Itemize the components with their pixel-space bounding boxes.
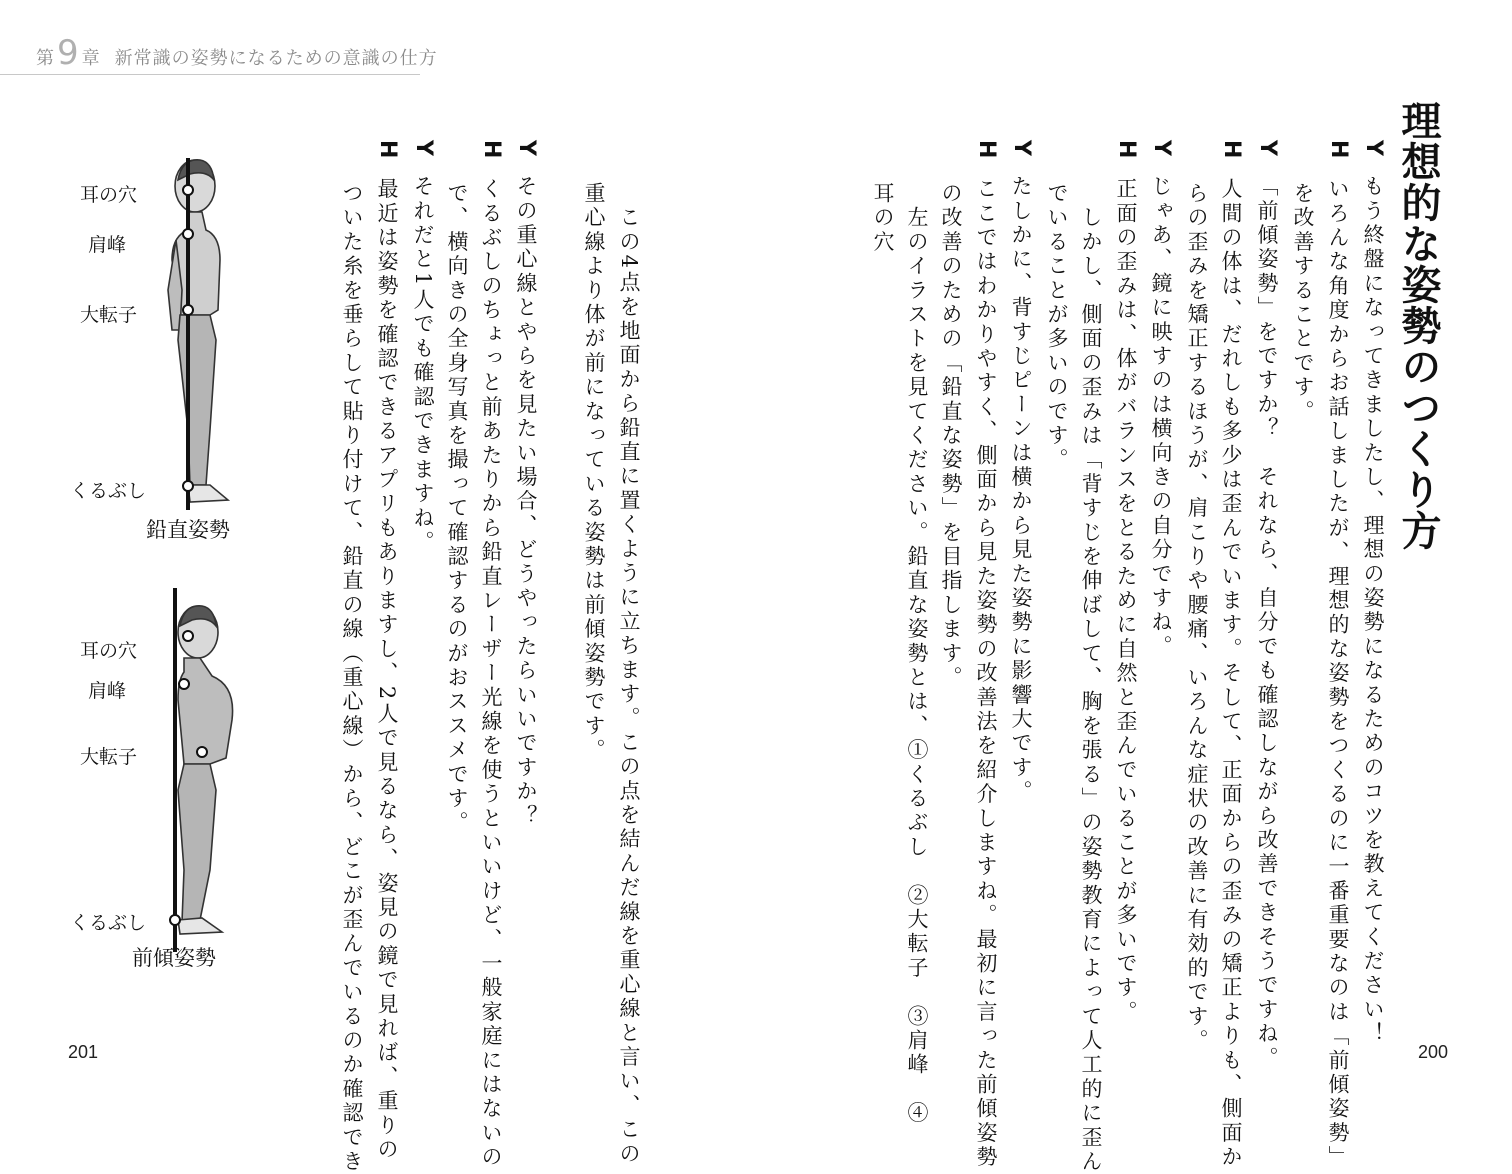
text-column [1186, 182, 1207, 1053]
column-text: じゃあ、鏡に映すのは横向きの自分ですね。 [1149, 175, 1173, 660]
text-column [446, 182, 467, 835]
figure1-label-trochanter: 大転子 [80, 304, 138, 326]
text-column [1115, 140, 1137, 1025]
text-column [583, 182, 604, 763]
text-column [1327, 140, 1349, 1170]
figure1-label-ear: 耳の穴 [80, 184, 138, 206]
column-text: もう終盤になってきましたし、理想の姿勢になるためのコツを教えてください！ [1361, 175, 1385, 1047]
speaker-marker: Y [1009, 140, 1034, 160]
speaker-marker: Y [1255, 140, 1280, 160]
text-column [1220, 140, 1242, 1170]
text-column [341, 182, 362, 1174]
speaker-marker: Y [1361, 140, 1386, 160]
chapter-title: 新常識の姿勢になるための意識の仕方 [114, 48, 438, 69]
column-text: らの歪みを矯正するほうが、肩こりや腰痛、いろんな症状の改善に有効的です。 [1185, 182, 1209, 1054]
speaker-marker: H [974, 140, 999, 162]
column-text: 重心線より体が前になっている姿勢は前傾姿勢です。 [582, 182, 606, 763]
figure2-caption: 前傾姿勢 [132, 946, 216, 970]
column-text: で、横向きの全身写真を撮って確認するのがおススメです。 [445, 182, 469, 836]
text-column [515, 140, 537, 829]
column-text: しかし、側面の歪みは「背すじを伸ばして、胸を張る」の姿勢教育によって人工的に歪ん [1079, 182, 1103, 1174]
column-text: ここではわかりやすく、側面から見た姿勢の改善法を紹介しますね。最初に言った前傾姿勢 [974, 177, 998, 1170]
speaker-marker: Y [514, 140, 539, 160]
speaker-marker: H [479, 140, 504, 162]
figure-forward-posture [60, 580, 300, 980]
text-column [940, 182, 961, 690]
speaker-marker: H [1326, 140, 1351, 162]
figure-vertical-posture [60, 140, 300, 540]
chapter-number: 9 [57, 33, 80, 73]
column-text: いろんな角度からお話しましたが、理想的な姿勢をつくるのに一番重要なのは「前傾姿勢」 [1326, 177, 1350, 1170]
text-column [1292, 182, 1313, 424]
chapter-prefix: 第 [36, 48, 55, 69]
column-text: それだと1人でも確認できますね。 [411, 175, 435, 555]
text-column [1046, 182, 1067, 472]
column-text: その重心線とやらを見たい場合、どうやったらいいですか？ [514, 175, 538, 829]
column-text: を改善することです。 [1291, 182, 1315, 424]
text-column [1010, 140, 1032, 804]
figure1-label-acromion: 肩峰 [88, 234, 127, 256]
page-number-right: 200 [1418, 1042, 1449, 1062]
header-divider [0, 74, 420, 75]
text-column [1362, 140, 1384, 1046]
text-column [1256, 140, 1278, 1071]
column-text: ついた糸を垂らして貼り付けて、鉛直の線（重心線）から、どこが歪んでいるのか確認でき [340, 182, 364, 1174]
column-text: この4点を地面から鉛直に置くように立ちます。この点を結んだ線を重心線と言い、この [617, 182, 641, 1167]
speaker-marker: H [1219, 140, 1244, 162]
text-column [376, 140, 398, 1162]
column-text: 耳の穴 [871, 182, 895, 255]
speaker-marker: H [1114, 140, 1139, 162]
text-column [872, 182, 893, 255]
chapter-header [36, 33, 438, 73]
text-column [480, 140, 502, 1170]
figure2-label-acromion: 肩峰 [88, 680, 127, 702]
column-text: 「前傾姿勢」をですか？ それなら、自分でも確認しながら改善できそうですね。 [1255, 175, 1279, 1071]
column-text: 人間の体は、だれしも多少は歪んでいます。そして、正面からの歪みの矯正よりも、側面か [1219, 177, 1243, 1170]
column-text: くるぶしのちょっと前あたりから鉛直レーザー光線を使うといいけど、一般家庭にはないの [479, 177, 503, 1170]
figure2-label-trochanter: 大転子 [80, 746, 138, 768]
figure1-caption: 鉛直姿勢 [146, 518, 230, 542]
chapter-suffix: 章 [81, 48, 101, 69]
column-text: 最近は姿勢を確認できるアプリもありますし、2人で見るなら、姿見の鏡で見れば、重りの [375, 177, 399, 1163]
column-text: 正面の歪みは、体がバランスをとるために自然と歪んでいることが多いです。 [1114, 177, 1138, 1025]
column-text: 左のイラストを見てください。鉛直な姿勢とは、①くるぶし ②大転子 ③肩峰 ④ [905, 182, 929, 1126]
text-column [1080, 182, 1101, 1174]
text-column [975, 140, 997, 1170]
figure1-label-ankle: くるぶし [70, 480, 147, 502]
speaker-marker: Y [1149, 140, 1174, 160]
figure2-label-ear: 耳の穴 [80, 640, 138, 662]
column-text: でいることが多いのです。 [1045, 182, 1069, 473]
section-title: 理想的な姿勢のつくり方 [1395, 100, 1441, 551]
column-text: の改善のための「鉛直な姿勢」を目指します。 [939, 182, 963, 691]
figure2-label-ankle: くるぶし [70, 912, 147, 934]
text-column [618, 182, 639, 1167]
page-number-left: 201 [68, 1042, 99, 1062]
text-column [412, 140, 434, 555]
column-text: たしかに、背すじピーンは横から見た姿勢に影響大です。 [1009, 175, 1033, 805]
text-column [1150, 140, 1172, 659]
speaker-marker: Y [411, 140, 436, 160]
speaker-marker: H [375, 140, 400, 162]
text-column [906, 182, 927, 1126]
